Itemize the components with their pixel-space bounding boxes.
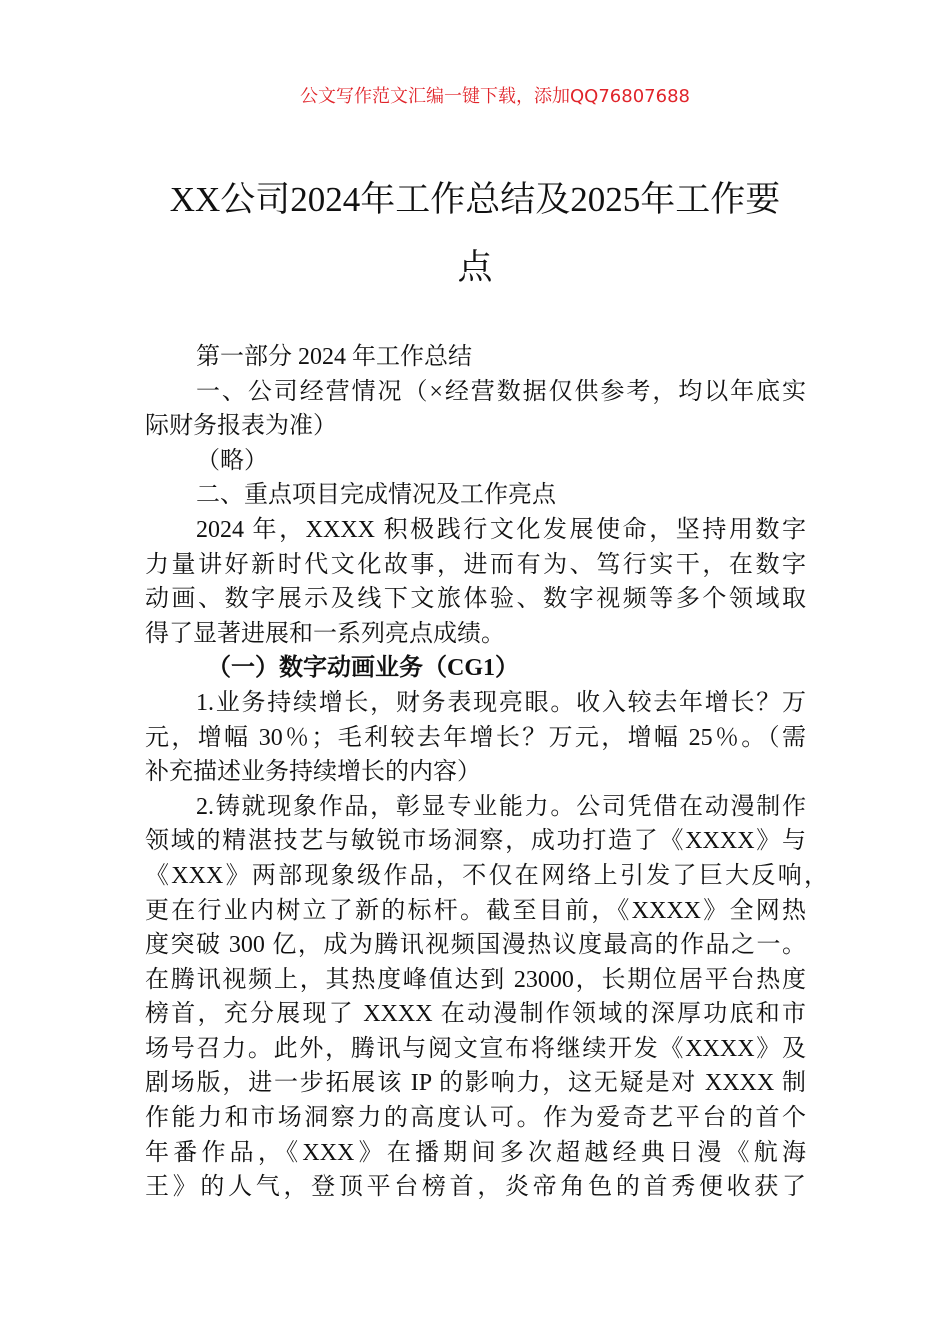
paragraph-line: 1.业务持续增长，财务表现亮眼。收入较去年增长？万 [196, 689, 806, 716]
subsection-heading: （一）数字动画业务（CG1） [207, 655, 519, 682]
paragraph-line: 王》的人气，登顶平台榜首，炎帝角色的首秀便收获了 [145, 1174, 806, 1201]
document-body [145, 340, 828, 1205]
paragraph-line: 2024 年，XXXX 积极践行文化发展使命，坚持用数字 [196, 516, 806, 543]
paragraph-line: 更在行业内树立了新的标杆。截至目前，《XXXX》全网热 [145, 897, 806, 924]
paragraph-line: 得了显著进展和一系列亮点成绩。 [145, 620, 505, 647]
paragraph-line: 场号召力。此外，腾讯与阅文宣布将继续开发《XXXX》及 [145, 1035, 806, 1062]
paragraph-line: 在腾讯视频上，其热度峰值达到 23000，长期位居平台热度 [145, 966, 806, 993]
paragraph-line: 年番作品，《XXX》在播期间多次超越经典日漫《航海 [145, 1139, 806, 1166]
paragraph-line: 补充描述业务持续增长的内容） [145, 759, 481, 786]
paragraph-line: 元，增幅 30％；毛利较去年增长？万元，增幅 25％。（需 [145, 724, 806, 751]
paragraph-line: 榜首，充分展现了 XXXX 在动漫制作领域的深厚功底和市 [145, 1001, 806, 1028]
section-heading-1: 一、公司经营情况（×经营数据仅供参考，均以年底实 [196, 378, 806, 405]
document-title-line-1: XX公司2024年工作总结及2025年工作要 [169, 180, 781, 219]
paragraph-line: 动画、数字展示及线下文旅体验、数字视频等多个领域取 [145, 586, 806, 613]
paragraph-line: 力量讲好新时代文化故事，进而有为、笃行实干，在数字 [145, 551, 806, 578]
section-heading-2: 二、重点项目完成情况及工作亮点 [196, 482, 556, 509]
omitted-note: （略） [196, 447, 268, 474]
paragraph-line: 剧场版，进一步拓展该 IP 的影响力，这无疑是对 XXXX 制 [145, 1070, 806, 1097]
paragraph-line: 作能力和市场洞察力的高度认可。作为爱奇艺平台的首个 [145, 1105, 806, 1132]
section-heading-1-cont: 际财务报表为准） [145, 413, 337, 440]
paragraph-line: 度突破 300 亿，成为腾讯视频国漫热议度最高的作品之一。 [145, 932, 806, 959]
paragraph-line: 领域的精湛技艺与敏锐市场洞察，成功打造了《XXXX》与 [145, 828, 806, 855]
part-heading: 第一部分 2024 年工作总结 [196, 344, 472, 370]
watermark-download-notice: 公文写作范文汇编一键下载，添加QQ76807688 [300, 86, 690, 107]
paragraph-line: 2.铸就现象作品，彰显专业能力。公司凭借在动漫制作 [196, 793, 806, 820]
document-title-line-2: 点 [457, 248, 493, 287]
paragraph-line: 《XXX》两部现象级作品，不仅在网络上引发了巨大反响， [145, 862, 828, 889]
